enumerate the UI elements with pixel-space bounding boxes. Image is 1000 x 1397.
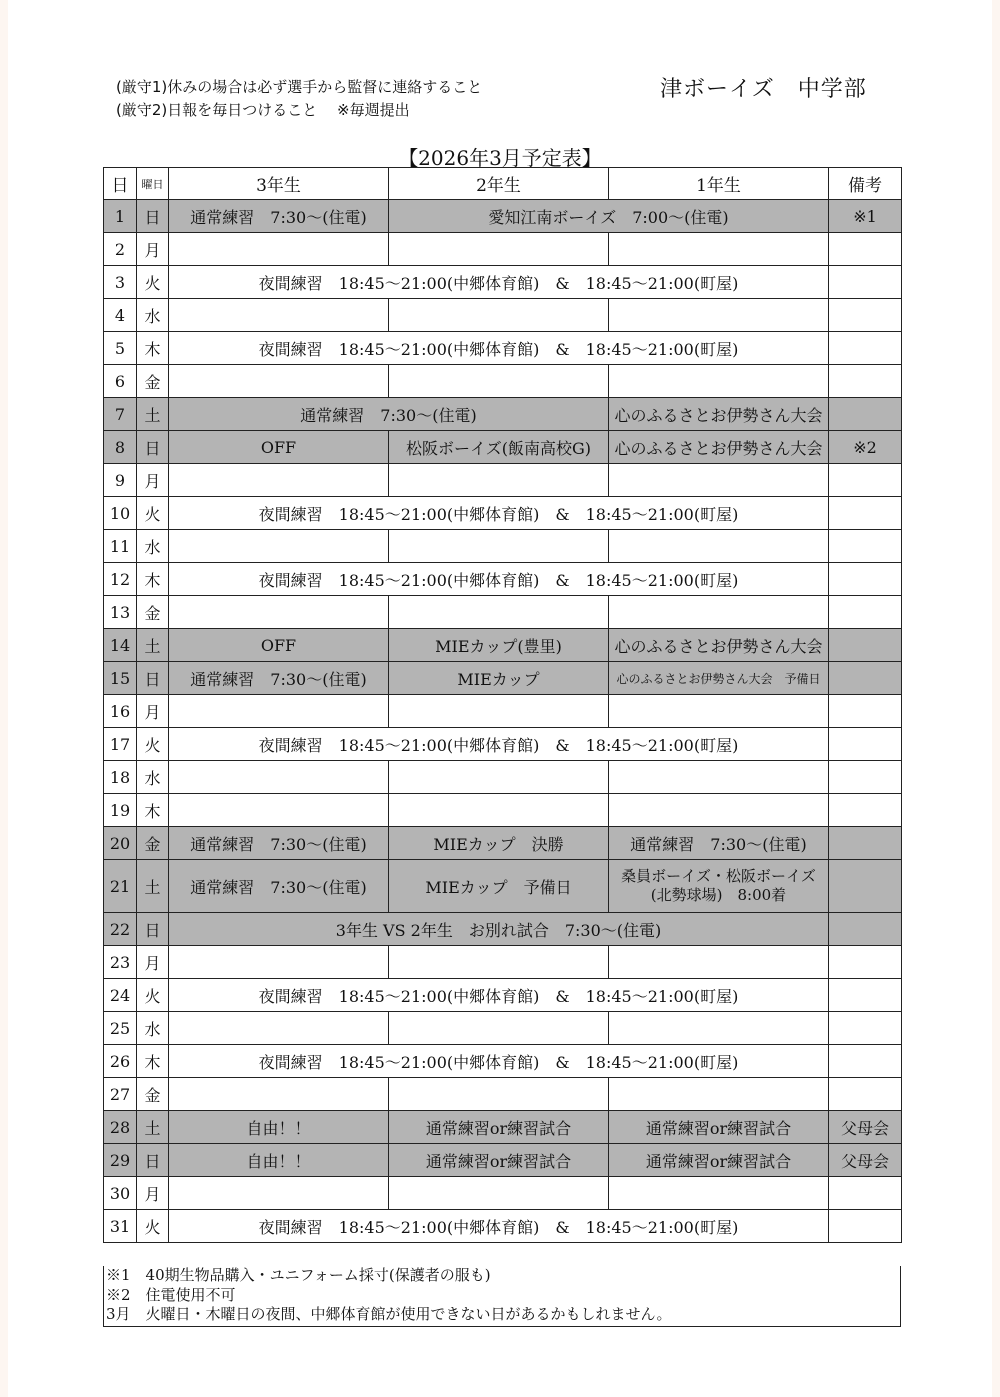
table-row [104,497,902,530]
day-cell: 31 [104,1210,137,1243]
remarks-cell [829,629,902,662]
schedule-cell [609,761,829,794]
table-row [104,662,902,695]
table-row [104,946,902,979]
remarks-cell [829,860,902,913]
table-row [104,979,902,1012]
table-row [104,695,902,728]
schedule-cell [389,946,609,979]
day-cell: 27 [104,1078,137,1111]
weekday-cell: 木 [137,1045,169,1078]
table-row [104,1144,902,1177]
day-cell: 19 [104,794,137,827]
remarks-cell [829,266,902,299]
schedule-cell [169,761,389,794]
remarks-cell [829,596,902,629]
day-cell: 10 [104,497,137,530]
remarks-cell [829,1045,902,1078]
schedule-cell [609,1012,829,1045]
schedule-cell: 松阪ボーイズ(飯南高校G) [389,431,609,464]
weekday-cell: 火 [137,728,169,761]
day-cell: 6 [104,365,137,398]
schedule-cell: 桑員ボーイズ・松阪ボーイズ (北勢球場) 8:00着 [609,860,829,913]
schedule-cell: 通常練習 7:30～(住電) [169,662,389,695]
table-row [104,596,902,629]
table-row [104,728,902,761]
rule-2: (厳守2)日報を毎日つけること ※毎週提出 [116,101,410,119]
day-cell: 16 [104,695,137,728]
remarks-cell [829,1078,902,1111]
day-cell: 17 [104,728,137,761]
weekday-cell: 金 [137,827,169,860]
table-row [104,827,902,860]
weekday-cell: 木 [137,332,169,365]
weekday-cell: 日 [137,1144,169,1177]
schedule-cell: 通常練習 7:30～(住電) [609,827,829,860]
schedule-cell [169,530,389,563]
day-cell: 20 [104,827,137,860]
schedule-cell: 通常練習 7:30～(住電) [169,827,389,860]
weekday-cell: 月 [137,695,169,728]
schedule-cell: 夜間練習 18:45～21:00(中郷体育館) & 18:45～21:00(町屋) [169,497,829,530]
table-row [104,1078,902,1111]
schedule-table [103,167,902,1243]
col-header-grade3: 3年生 [169,168,389,200]
schedule-cell [169,794,389,827]
day-cell: 29 [104,1144,137,1177]
schedule-body [104,200,902,1243]
weekday-cell: 火 [137,979,169,1012]
weekday-cell: 水 [137,530,169,563]
day-cell: 15 [104,662,137,695]
remarks-cell [829,979,902,1012]
day-cell: 26 [104,1045,137,1078]
remarks-cell [829,233,902,266]
remarks-cell [829,946,902,979]
schedule-cell: 夜間練習 18:45～21:00(中郷体育館) & 18:45～21:00(町屋) [169,332,829,365]
day-cell: 9 [104,464,137,497]
day-cell: 4 [104,299,137,332]
schedule-cell: 心のふるさとお伊勢さん大会 予備日 [609,662,829,695]
day-cell: 23 [104,946,137,979]
schedule-cell: 心のふるさとお伊勢さん大会 [609,629,829,662]
weekday-cell: 金 [137,1078,169,1111]
schedule-cell: 通常練習or練習試合 [389,1144,609,1177]
table-row [104,1012,902,1045]
weekday-cell: 土 [137,398,169,431]
day-cell: 3 [104,266,137,299]
schedule-cell: 通常練習or練習試合 [609,1144,829,1177]
weekday-cell: 月 [137,464,169,497]
table-row [104,299,902,332]
remarks-cell [829,563,902,596]
remarks-cell [829,662,902,695]
schedule-cell: 通常練習 7:30～(住電) [169,398,609,431]
schedule-cell [389,365,609,398]
schedule-cell: MIEカップ [389,662,609,695]
schedule-cell [389,695,609,728]
day-cell: 14 [104,629,137,662]
remarks-cell [829,761,902,794]
schedule-cell: 心のふるさとお伊勢さん大会 [609,398,829,431]
weekday-cell: 火 [137,266,169,299]
schedule-cell [389,761,609,794]
day-cell: 30 [104,1177,137,1210]
weekday-cell: 火 [137,497,169,530]
remarks-cell [829,913,902,946]
table-row [104,913,902,946]
weekday-cell: 日 [137,431,169,464]
day-cell: 7 [104,398,137,431]
schedule-cell [389,596,609,629]
schedule-cell [169,365,389,398]
table-row [104,1045,902,1078]
remarks-cell [829,398,902,431]
schedule-cell [389,464,609,497]
table-row [104,761,902,794]
remarks-cell: ※2 [829,431,902,464]
col-header-grade2: 2年生 [389,168,609,200]
day-cell: 24 [104,979,137,1012]
remarks-cell [829,728,902,761]
schedule-cell [389,299,609,332]
schedule-cell [169,299,389,332]
schedule-cell: MIEカップ 決勝 [389,827,609,860]
schedule-cell [389,530,609,563]
schedule-cell [389,1078,609,1111]
day-cell: 12 [104,563,137,596]
schedule-cell [609,946,829,979]
weekday-cell: 月 [137,1177,169,1210]
table-row [104,629,902,662]
weekday-cell: 土 [137,629,169,662]
table-row [104,464,902,497]
schedule-cell: 夜間練習 18:45～21:00(中郷体育館) & 18:45～21:00(町屋) [169,979,829,1012]
table-row [104,563,902,596]
schedule-cell: 夜間練習 18:45～21:00(中郷体育館) & 18:45～21:00(町屋) [169,563,829,596]
table-row [104,365,902,398]
remarks-cell [829,794,902,827]
remarks-cell: 父母会 [829,1111,902,1144]
remarks-cell [829,827,902,860]
schedule-cell [389,233,609,266]
team-name: 津ボーイズ 中学部 [660,77,867,102]
schedule-cell [609,233,829,266]
day-cell: 21 [104,860,137,913]
notes-box [103,1266,901,1327]
weekday-cell: 水 [137,1012,169,1045]
day-cell: 11 [104,530,137,563]
table-row [104,200,902,233]
day-cell: 2 [104,233,137,266]
day-cell: 13 [104,596,137,629]
schedule-cell: 自由！！ [169,1144,389,1177]
schedule-cell [169,464,389,497]
schedule-cell [169,1177,389,1210]
schedule-cell [389,794,609,827]
weekday-cell: 月 [137,233,169,266]
weekday-cell: 月 [137,946,169,979]
schedule-cell [609,464,829,497]
note-1: ※1 40期生物品購入・ユニフォーム採寸(保護者の服も) [106,1266,491,1284]
schedule-cell [609,365,829,398]
table-row [104,398,902,431]
remarks-cell [829,464,902,497]
schedule-cell: 夜間練習 18:45～21:00(中郷体育館) & 18:45～21:00(町屋) [169,1045,829,1078]
table-row [104,431,902,464]
schedule-cell [609,1177,829,1210]
table-row [104,1177,902,1210]
schedule-cell [169,596,389,629]
weekday-cell: 金 [137,596,169,629]
schedule-cell: MIEカップ 予備日 [389,860,609,913]
schedule-cell: 夜間練習 18:45～21:00(中郷体育館) & 18:45～21:00(町屋) [169,728,829,761]
schedule-cell: 愛知江南ボーイズ 7:00～(住電) [389,200,829,233]
remarks-cell [829,299,902,332]
schedule-cell [609,695,829,728]
col-header-dow: 曜日 [137,168,169,200]
table-row [104,332,902,365]
schedule-cell [609,299,829,332]
table-row [104,266,902,299]
schedule-cell [169,1012,389,1045]
remarks-cell [829,332,902,365]
table-row [104,1111,902,1144]
note-3: 3月 火曜日・木曜日の夜間、中郷体育館が使用できない日があるかもしれません。 [106,1305,672,1323]
weekday-cell: 水 [137,761,169,794]
schedule-cell [609,596,829,629]
table-row [104,530,902,563]
schedule-cell [389,1177,609,1210]
day-cell: 8 [104,431,137,464]
table-row [104,1210,902,1243]
note-2: ※2 住電使用不可 [106,1285,236,1304]
page-title: 【2026年3月予定表】 [398,146,602,170]
schedule-cell [609,794,829,827]
schedule-cell [169,1078,389,1111]
schedule-cell: MIEカップ(豊里) [389,629,609,662]
schedule-cell: OFF [169,431,389,464]
col-header-day: 日 [104,168,137,200]
schedule-cell [169,946,389,979]
remarks-cell: 父母会 [829,1144,902,1177]
remarks-cell [829,1012,902,1045]
schedule-cell [609,530,829,563]
schedule-cell: 3年生 VS 2年生 お別れ試合 7:30～(住電) [169,913,829,946]
day-cell: 18 [104,761,137,794]
schedule-cell: 夜間練習 18:45～21:00(中郷体育館) & 18:45～21:00(町屋) [169,1210,829,1243]
schedule-cell [609,1078,829,1111]
table-row [104,233,902,266]
schedule-cell: 通常練習 7:30～(住電) [169,860,389,913]
schedule-cell: 通常練習or練習試合 [609,1111,829,1144]
schedule-cell [169,233,389,266]
day-cell: 28 [104,1111,137,1144]
weekday-cell: 木 [137,794,169,827]
day-cell: 22 [104,913,137,946]
rule-1: (厳守1)休みの場合は必ず選手から監督に連絡すること [116,78,483,96]
remarks-cell [829,1177,902,1210]
schedule-cell [389,1012,609,1045]
schedule-cell: 通常練習or練習試合 [389,1111,609,1144]
weekday-cell: 日 [137,662,169,695]
schedule-cell: 通常練習 7:30～(住電) [169,200,389,233]
weekday-cell: 金 [137,365,169,398]
day-cell: 5 [104,332,137,365]
weekday-cell: 土 [137,860,169,913]
remarks-cell [829,1210,902,1243]
remarks-cell: ※1 [829,200,902,233]
weekday-cell: 日 [137,913,169,946]
table-row [104,794,902,827]
day-cell: 1 [104,200,137,233]
table-row [104,860,902,913]
remarks-cell [829,695,902,728]
weekday-cell: 水 [137,299,169,332]
schedule-cell [169,695,389,728]
remarks-cell [829,365,902,398]
weekday-cell: 火 [137,1210,169,1243]
schedule-cell: OFF [169,629,389,662]
schedule-cell: 夜間練習 18:45～21:00(中郷体育館) & 18:45～21:00(町屋) [169,266,829,299]
day-cell: 25 [104,1012,137,1045]
header-row [104,168,902,200]
weekday-cell: 日 [137,200,169,233]
remarks-cell [829,497,902,530]
weekday-cell: 木 [137,563,169,596]
col-header-grade1: 1年生 [609,168,829,200]
weekday-cell: 土 [137,1111,169,1144]
remarks-cell [829,530,902,563]
col-header-remarks: 備考 [829,168,902,200]
schedule-cell: 自由！！ [169,1111,389,1144]
schedule-cell: 心のふるさとお伊勢さん大会 [609,431,829,464]
